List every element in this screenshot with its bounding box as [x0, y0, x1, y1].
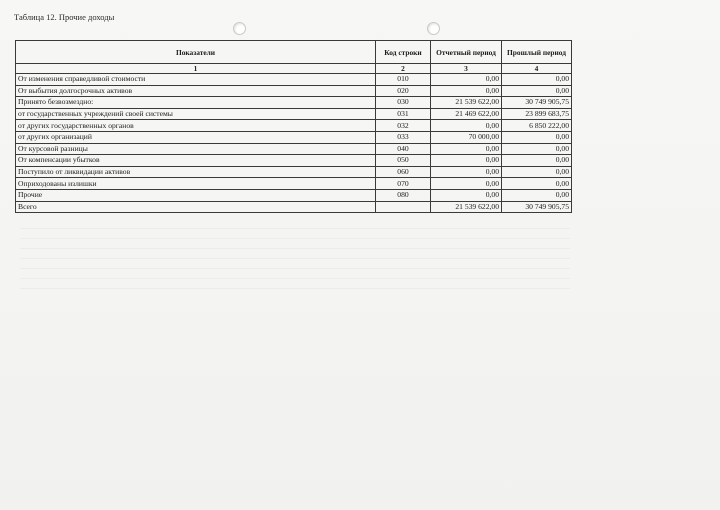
column-number-row	[16, 64, 572, 74]
header-row	[16, 41, 572, 64]
punch-hole-icon	[233, 22, 246, 35]
table-caption: Таблица 12. Прочие доходы	[14, 12, 115, 22]
row-previous-value: 0,00	[502, 178, 572, 190]
table-row	[16, 155, 572, 167]
row-code: 060	[376, 166, 431, 178]
row-previous-value: 0,00	[502, 155, 572, 167]
table-row	[16, 97, 572, 109]
row-current-value: 0,00	[431, 74, 502, 86]
row-current-value: 70 000,00	[431, 131, 502, 143]
row-name: От изменения справедливой стоимости	[16, 74, 376, 86]
total-row	[16, 201, 572, 213]
row-code: 070	[376, 178, 431, 190]
row-previous-value: 0,00	[502, 74, 572, 86]
table-row	[16, 143, 572, 155]
row-name: от других государственных органов	[16, 120, 376, 132]
total-previous-value: 30 749 905,75	[502, 201, 572, 213]
column-number: 1	[16, 64, 376, 74]
row-current-value: 0,00	[431, 85, 502, 97]
row-code: 010	[376, 74, 431, 86]
table-row	[16, 189, 572, 201]
row-code: 020	[376, 85, 431, 97]
row-code: 040	[376, 143, 431, 155]
row-previous-value: 0,00	[502, 131, 572, 143]
row-code: 031	[376, 108, 431, 120]
row-current-value: 0,00	[431, 143, 502, 155]
table-row	[16, 166, 572, 178]
column-number: 3	[431, 64, 502, 74]
header-line-code: Код строки	[376, 41, 431, 64]
row-name: Прочие	[16, 189, 376, 201]
total-code	[376, 201, 431, 213]
header-previous-period: Прошлый период	[502, 41, 572, 64]
row-name: от государственных учреждений своей системы	[16, 108, 376, 120]
row-code: 030	[376, 97, 431, 109]
header-indicators: Показатели	[16, 41, 376, 64]
table-row	[16, 108, 572, 120]
row-current-value: 0,00	[431, 178, 502, 190]
row-previous-value: 0,00	[502, 143, 572, 155]
total-current-value: 21 539 622,00	[431, 201, 502, 213]
row-current-value: 21 539 622,00	[431, 97, 502, 109]
row-name: Оприходованы излишки	[16, 178, 376, 190]
row-current-value: 0,00	[431, 166, 502, 178]
row-code: 080	[376, 189, 431, 201]
show-through-shadow	[20, 228, 570, 290]
row-name: от других организаций	[16, 131, 376, 143]
row-name: От курсовой разницы	[16, 143, 376, 155]
row-code: 032	[376, 120, 431, 132]
row-current-value: 21 469 622,00	[431, 108, 502, 120]
table-row	[16, 131, 572, 143]
other-income-table	[15, 40, 572, 213]
table-row	[16, 120, 572, 132]
row-name: Поступило от ликвидации активов	[16, 166, 376, 178]
row-code: 033	[376, 131, 431, 143]
header-reporting-period: Отчетный период	[431, 41, 502, 64]
row-current-value: 0,00	[431, 189, 502, 201]
row-name: От выбытия долгосрочных активов	[16, 85, 376, 97]
row-previous-value: 0,00	[502, 189, 572, 201]
row-current-value: 0,00	[431, 120, 502, 132]
row-current-value: 0,00	[431, 155, 502, 167]
table-row	[16, 74, 572, 86]
row-previous-value: 0,00	[502, 166, 572, 178]
row-previous-value: 6 850 222,00	[502, 120, 572, 132]
row-name: От компенсации убытков	[16, 155, 376, 167]
punch-hole-icon	[427, 22, 440, 35]
table-row	[16, 85, 572, 97]
row-previous-value: 30 749 905,75	[502, 97, 572, 109]
row-name: Принято безвозмездно:	[16, 97, 376, 109]
row-previous-value: 0,00	[502, 85, 572, 97]
column-number: 4	[502, 64, 572, 74]
row-code: 050	[376, 155, 431, 167]
column-number: 2	[376, 64, 431, 74]
row-previous-value: 23 899 683,75	[502, 108, 572, 120]
table-row	[16, 178, 572, 190]
total-name: Всего	[16, 201, 376, 213]
